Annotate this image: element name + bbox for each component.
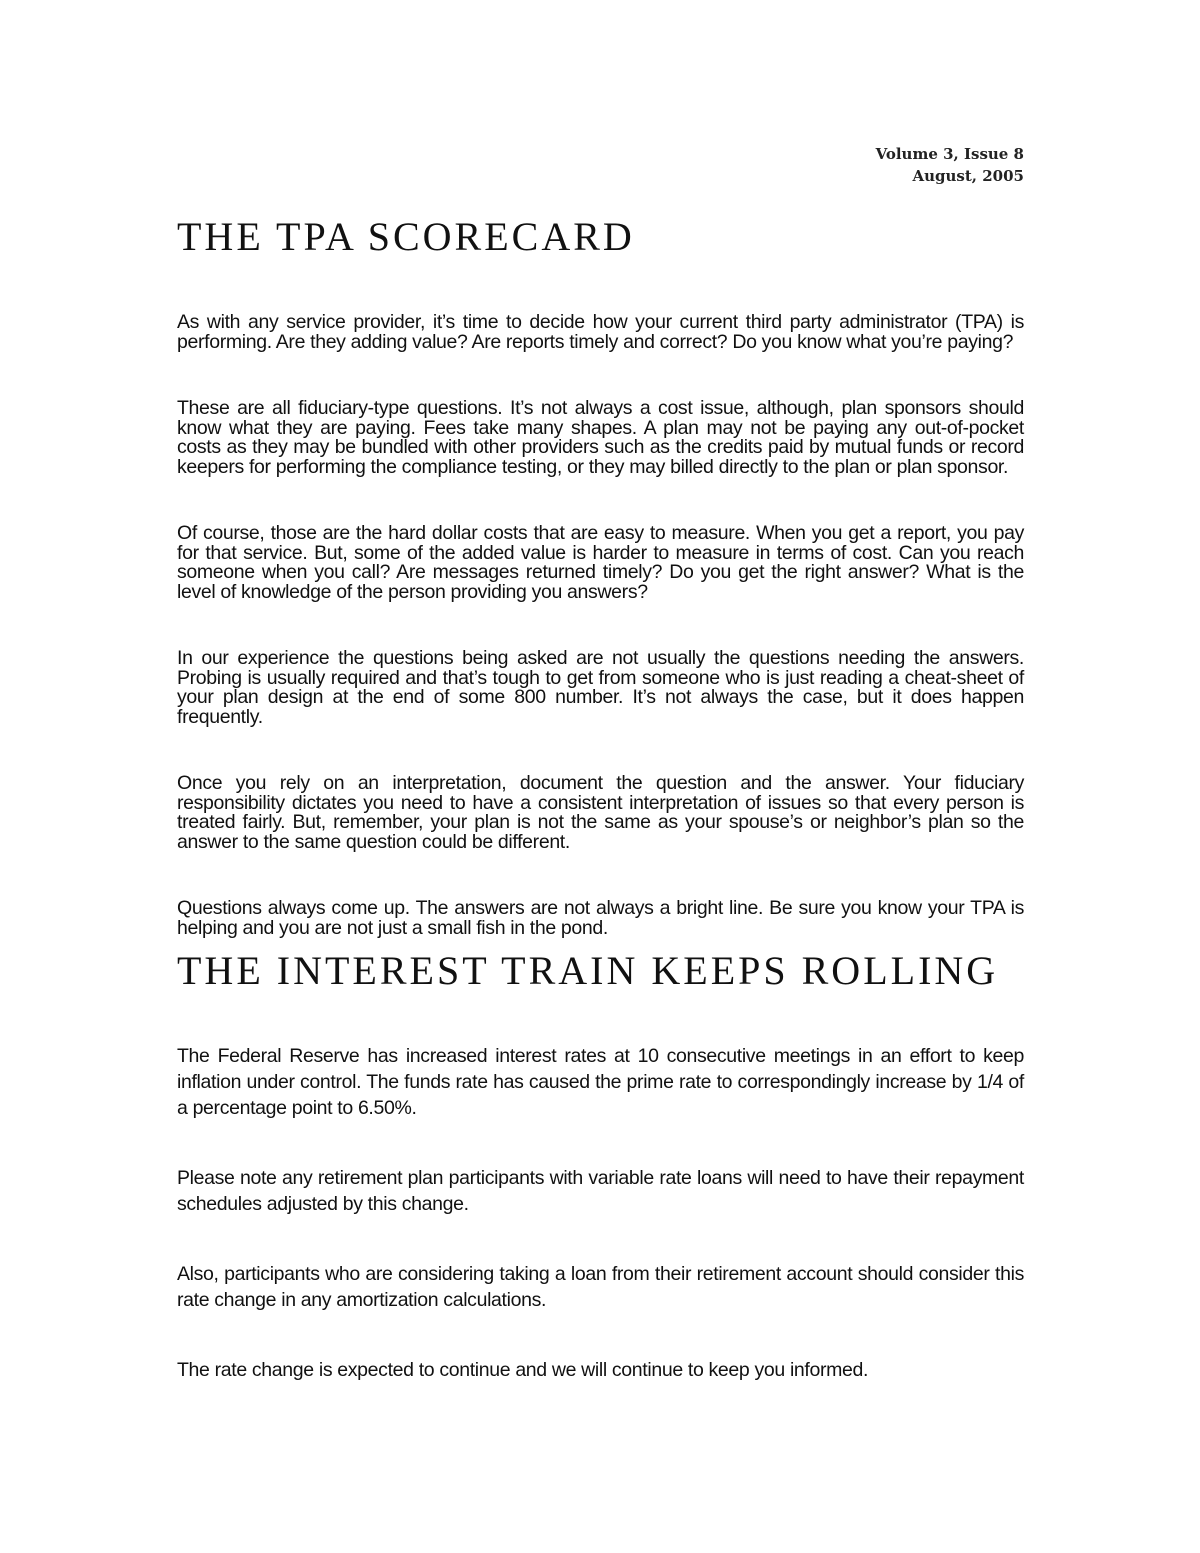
paragraph: Questions always come up. The answers are not always a bright line. Be sure you know your TPA is helping and you are not just a small fish in the pond. — [177, 897, 1024, 939]
paragraph: In our experience the questions being asked are not usually the questions needing the answers. Probing is usually required and that’s tough to get from someone who is just reading a cheat-sheet of your plan design at the end of some 800 number. It’s not always the case, but it does happen frequently. — [177, 647, 1024, 728]
article-title: THE TPA SCORECARD — [177, 214, 635, 259]
paragraph: As with any service provider, it’s time to decide how your current third party administrator (TPA) is performing. Are they adding value? Are reports timely and correct? Do you know what you’re paying? — [177, 311, 1024, 353]
issue-info — [876, 143, 1024, 187]
article-tpa-scorecard — [177, 214, 1024, 938]
paragraph: These are all fiduciary-type questions. It’s not always a cost issue, although, plan sponsors should know what they are paying. Fees take many shapes. A plan may not be paying any out-of-pocket costs as they may be bundled with other providers such as the credits paid by mutual funds or record keepers for performing the compliance testing, or they may billed directly to the plan or plan sponsor. — [177, 397, 1024, 478]
paragraph: Also, participants who are considering taking a loan from their retirement account should consider this rate change in any amortization calculations. — [177, 1263, 1024, 1311]
issue-date: August, 2005 — [912, 167, 1024, 185]
paragraph: Of course, those are the hard dollar costs that are easy to measure. When you get a report, you pay for that service. But, some of the added value is harder to measure in terms of cost. Can you reach someone when you call? Are messages returned timely? Do you get the right answer? What is the level of knowledge of the person providing you answers? — [177, 522, 1024, 603]
paragraph: Once you rely on an interpretation, document the question and the answer. Your fiduciary responsibility dictates you need to have a consistent interpretation of issues so that every person is treated fairly. But, remember, your plan is not the same as your spouse’s or neighbor’s plan so the answer to the same question could be different. — [177, 772, 1024, 853]
paragraph: Please note any retirement plan participants with variable rate loans will need to have their repayment schedules adjusted by this change. — [177, 1167, 1024, 1215]
paragraph: The rate change is expected to continue and we will continue to keep you informed. — [177, 1359, 869, 1381]
article-title: THE INTEREST TRAIN KEEPS ROLLING — [177, 948, 999, 993]
article-interest-train — [177, 948, 1024, 1383]
issue-volume: Volume 3, Issue 8 — [875, 145, 1024, 163]
paragraph: The Federal Reserve has increased interest rates at 10 consecutive meetings in an effort to keep inflation under control. The funds rate has caused the prime rate to correspondingly increase by 1/4 of a percentage point to 6.50%. — [177, 1045, 1024, 1119]
